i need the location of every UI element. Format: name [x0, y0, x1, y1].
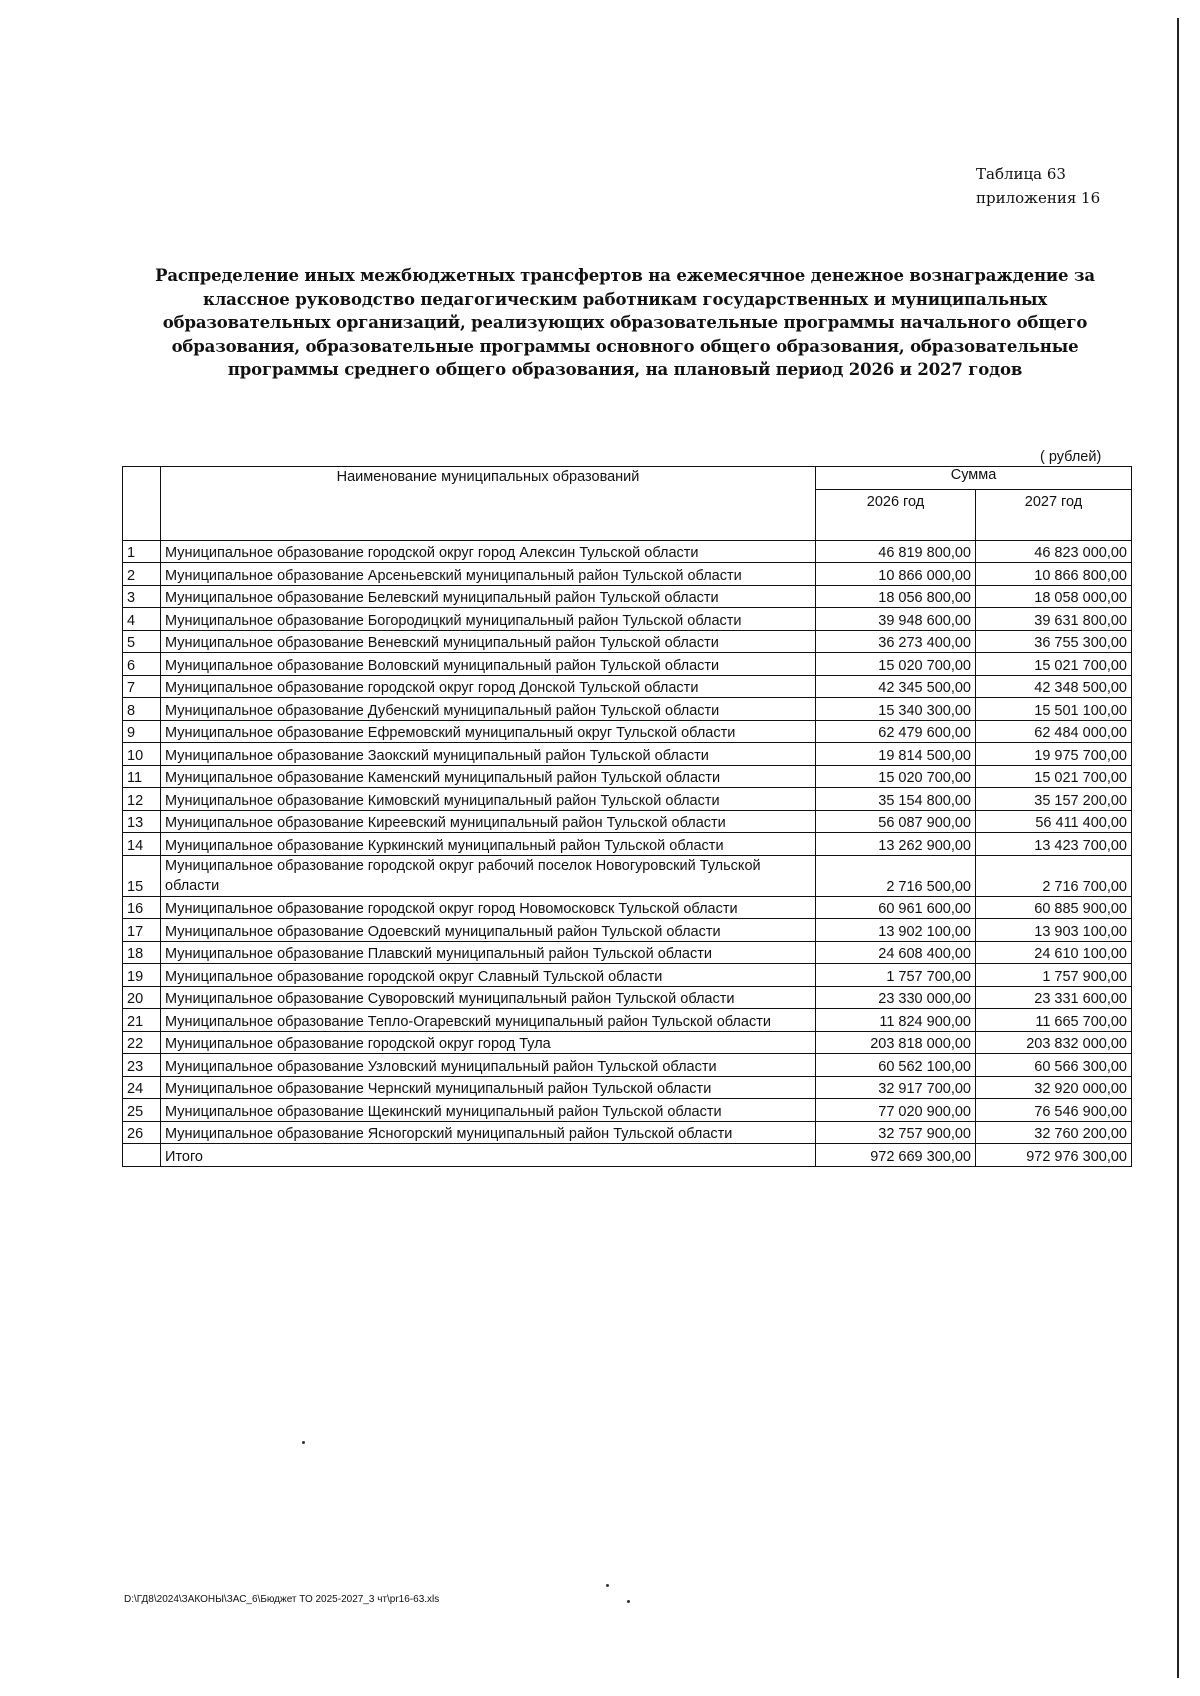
- total-row: [123, 1144, 1132, 1167]
- municipality-name: Муниципальное образование Одоевский муниципальный район Тульской области: [161, 919, 816, 942]
- municipality-name: Муниципальное образование Киреевский муниципальный район Тульской области: [161, 810, 816, 833]
- table-row: [123, 585, 1132, 608]
- amount-2026: 10 866 000,00: [816, 563, 976, 586]
- municipality-name: Муниципальное образование Куркинский муниципальный район Тульской области: [161, 833, 816, 856]
- page-edge-line: [1177, 18, 1179, 1678]
- amount-2026: 15 020 700,00: [816, 765, 976, 788]
- amount-2026: 19 814 500,00: [816, 743, 976, 766]
- row-number: 26: [123, 1121, 161, 1144]
- amount-2027: 60 885 900,00: [976, 896, 1132, 919]
- row-number: 17: [123, 919, 161, 942]
- amount-2027: 76 546 900,00: [976, 1099, 1132, 1122]
- table-row: [123, 630, 1132, 653]
- table-row: [123, 720, 1132, 743]
- document-title: Распределение иных межбюджетных трансфертов на ежемесячное денежное вознаграждение за классное руководство педагогическим работникам государственных и муниципальных образовательных организаций, реализующих образовательные программы начального общего образования, образовательные программы основного общего образования, образовательные программы среднего общего образования, на плановый период 2026 и 2027 годов: [155, 266, 1095, 379]
- scan-speck: [606, 1584, 609, 1587]
- municipality-name: Муниципальное образование Тепло-Огаревский муниципальный район Тульской области: [161, 1009, 816, 1032]
- amount-2026: 32 757 900,00: [816, 1121, 976, 1144]
- amount-2026: 15 340 300,00: [816, 698, 976, 721]
- table-header-row: [123, 467, 1132, 490]
- amount-2027: 56 411 400,00: [976, 810, 1132, 833]
- row-number: 6: [123, 653, 161, 676]
- row-number: 7: [123, 675, 161, 698]
- amount-2026: 39 948 600,00: [816, 608, 976, 631]
- row-number: 10: [123, 743, 161, 766]
- table-row: [123, 1121, 1132, 1144]
- table-row: [123, 1054, 1132, 1077]
- row-number: 23: [123, 1054, 161, 1077]
- municipality-name: Муниципальное образование городской округ город Тула: [161, 1031, 816, 1054]
- row-number: 4: [123, 608, 161, 631]
- municipality-name: Муниципальное образование Ясногорский муниципальный район Тульской области: [161, 1121, 816, 1144]
- amount-2026: 18 056 800,00: [816, 585, 976, 608]
- amount-2027: 19 975 700,00: [976, 743, 1132, 766]
- amount-2027: 15 501 100,00: [976, 698, 1132, 721]
- amount-2026: 24 608 400,00: [816, 941, 976, 964]
- scan-speck: [627, 1600, 630, 1603]
- header-year-2027: 2027 год: [976, 489, 1132, 540]
- total-number-cell: [123, 1144, 161, 1167]
- table-row: [123, 986, 1132, 1009]
- municipality-name: Муниципальное образование городской округ рабочий поселок Новогуровский Тульской области: [161, 855, 816, 896]
- table-row: [123, 855, 1132, 896]
- amount-2026: 60 961 600,00: [816, 896, 976, 919]
- amount-2027: 2 716 700,00: [976, 855, 1132, 896]
- table-reference: [976, 162, 1100, 210]
- municipality-name: Муниципальное образование Чернский муниципальный район Тульской области: [161, 1076, 816, 1099]
- table-row: [123, 540, 1132, 563]
- total-2027: 972 976 300,00: [976, 1144, 1132, 1167]
- municipality-name: Муниципальное образование Ефремовский муниципальный округ Тульской области: [161, 720, 816, 743]
- row-number: 5: [123, 630, 161, 653]
- amount-2026: 23 330 000,00: [816, 986, 976, 1009]
- table-row: [123, 896, 1132, 919]
- amount-2027: 46 823 000,00: [976, 540, 1132, 563]
- table-row: [123, 964, 1132, 987]
- row-number: 18: [123, 941, 161, 964]
- table-row: [123, 563, 1132, 586]
- municipality-name: Муниципальное образование Щекинский муниципальный район Тульской области: [161, 1099, 816, 1122]
- amount-2026: 2 716 500,00: [816, 855, 976, 896]
- table-number: Таблица 63: [976, 165, 1066, 183]
- amount-2027: 39 631 800,00: [976, 608, 1132, 631]
- amount-2027: 60 566 300,00: [976, 1054, 1132, 1077]
- municipality-name: Муниципальное образование Узловский муниципальный район Тульской области: [161, 1054, 816, 1077]
- table-row: [123, 743, 1132, 766]
- amount-2027: 24 610 100,00: [976, 941, 1132, 964]
- table-row: [123, 941, 1132, 964]
- municipality-name: Муниципальное образование городской округ город Новомосковск Тульской области: [161, 896, 816, 919]
- amount-2026: 46 819 800,00: [816, 540, 976, 563]
- amount-2027: 15 021 700,00: [976, 653, 1132, 676]
- municipality-name: Муниципальное образование Кимовский муниципальный район Тульской области: [161, 788, 816, 811]
- table-body: [123, 540, 1132, 1166]
- amount-2027: 62 484 000,00: [976, 720, 1132, 743]
- table-row: [123, 653, 1132, 676]
- file-path: D:\ГД8\2024\ЗАКОНЫ\ЗАС_6\Бюджет ТО 2025-2027_3 чт\pr16-63.xls: [124, 1594, 440, 1605]
- total-label: Итого: [161, 1144, 816, 1167]
- row-number: 16: [123, 896, 161, 919]
- table-row: [123, 765, 1132, 788]
- municipality-name: Муниципальное образование Заокский муниципальный район Тульской области: [161, 743, 816, 766]
- appendix-number: приложения 16: [976, 189, 1101, 207]
- amount-2026: 42 345 500,00: [816, 675, 976, 698]
- table-row: [123, 675, 1132, 698]
- amount-2026: 60 562 100,00: [816, 1054, 976, 1077]
- table-row: [123, 788, 1132, 811]
- row-number: 22: [123, 1031, 161, 1054]
- total-2026: 972 669 300,00: [816, 1144, 976, 1167]
- municipality-name: Муниципальное образование городской округ город Донской Тульской области: [161, 675, 816, 698]
- amount-2027: 42 348 500,00: [976, 675, 1132, 698]
- row-number: 11: [123, 765, 161, 788]
- amount-2027: 1 757 900,00: [976, 964, 1132, 987]
- row-number: 1: [123, 540, 161, 563]
- row-number: 13: [123, 810, 161, 833]
- row-number: 8: [123, 698, 161, 721]
- table-row: [123, 1009, 1132, 1032]
- table-row: [123, 810, 1132, 833]
- amount-2026: 11 824 900,00: [816, 1009, 976, 1032]
- table-row: [123, 1076, 1132, 1099]
- row-number: 20: [123, 986, 161, 1009]
- municipality-name: Муниципальное образование городской округ город Алексин Тульской области: [161, 540, 816, 563]
- municipality-name: Муниципальное образование Воловский муниципальный район Тульской области: [161, 653, 816, 676]
- amount-2026: 35 154 800,00: [816, 788, 976, 811]
- amount-2027: 15 021 700,00: [976, 765, 1132, 788]
- amount-2026: 56 087 900,00: [816, 810, 976, 833]
- row-number: 9: [123, 720, 161, 743]
- table-row: [123, 833, 1132, 856]
- municipality-name: Муниципальное образование Каменский муниципальный район Тульской области: [161, 765, 816, 788]
- table-row: [123, 919, 1132, 942]
- amount-2027: 13 903 100,00: [976, 919, 1132, 942]
- table-row: [123, 1031, 1132, 1054]
- row-number: 21: [123, 1009, 161, 1032]
- amount-2026: 13 902 100,00: [816, 919, 976, 942]
- amount-2027: 35 157 200,00: [976, 788, 1132, 811]
- row-number: 25: [123, 1099, 161, 1122]
- amount-2026: 15 020 700,00: [816, 653, 976, 676]
- municipality-name: Муниципальное образование Богородицкий муниципальный район Тульской области: [161, 608, 816, 631]
- municipality-name: Муниципальное образование Арсеньевский муниципальный район Тульской области: [161, 563, 816, 586]
- header-sum: Сумма: [816, 467, 1132, 490]
- amount-2026: 1 757 700,00: [816, 964, 976, 987]
- amount-2026: 36 273 400,00: [816, 630, 976, 653]
- amount-2027: 203 832 000,00: [976, 1031, 1132, 1054]
- amount-2026: 203 818 000,00: [816, 1031, 976, 1054]
- header-municipality: Наименование муниципальных образований: [161, 467, 816, 541]
- amount-2027: 32 920 000,00: [976, 1076, 1132, 1099]
- row-number: 2: [123, 563, 161, 586]
- amount-2027: 23 331 600,00: [976, 986, 1132, 1009]
- row-number: 24: [123, 1076, 161, 1099]
- table-row: [123, 608, 1132, 631]
- amount-2027: 18 058 000,00: [976, 585, 1132, 608]
- amount-2027: 10 866 800,00: [976, 563, 1132, 586]
- amount-2026: 32 917 700,00: [816, 1076, 976, 1099]
- municipality-name: Муниципальное образование городской округ Славный Тульской области: [161, 964, 816, 987]
- row-number: 19: [123, 964, 161, 987]
- scan-speck: [302, 1441, 305, 1444]
- row-number: 12: [123, 788, 161, 811]
- distribution-table: [122, 466, 1132, 1167]
- municipality-name: Муниципальное образование Веневский муниципальный район Тульской области: [161, 630, 816, 653]
- amount-2026: 62 479 600,00: [816, 720, 976, 743]
- municipality-name: Муниципальное образование Дубенский муниципальный район Тульской области: [161, 698, 816, 721]
- amount-2027: 11 665 700,00: [976, 1009, 1132, 1032]
- amount-2027: 36 755 300,00: [976, 630, 1132, 653]
- units-label: ( рублей): [1040, 449, 1102, 465]
- row-number: 15: [123, 855, 161, 896]
- amount-2026: 77 020 900,00: [816, 1099, 976, 1122]
- municipality-name: Муниципальное образование Белевский муниципальный район Тульской области: [161, 585, 816, 608]
- table-row: [123, 698, 1132, 721]
- municipality-name: Муниципальное образование Суворовский муниципальный район Тульской области: [161, 986, 816, 1009]
- header-year-2026: 2026 год: [816, 489, 976, 540]
- amount-2027: 32 760 200,00: [976, 1121, 1132, 1144]
- amount-2027: 13 423 700,00: [976, 833, 1132, 856]
- municipality-name: Муниципальное образование Плавский муниципальный район Тульской области: [161, 941, 816, 964]
- table-row: [123, 1099, 1132, 1122]
- row-number: 3: [123, 585, 161, 608]
- amount-2026: 13 262 900,00: [816, 833, 976, 856]
- header-number-cell: [123, 467, 161, 541]
- row-number: 14: [123, 833, 161, 856]
